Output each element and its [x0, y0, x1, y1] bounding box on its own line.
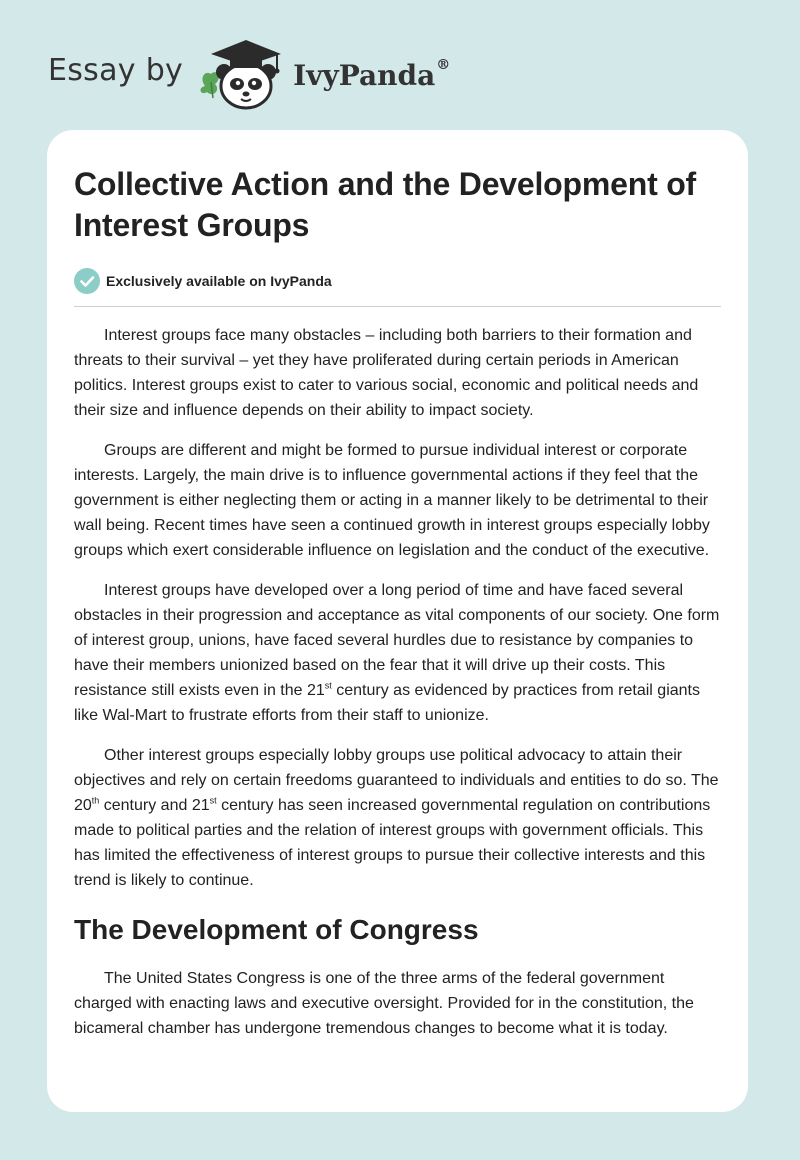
paragraph-text: Interest groups have developed over a long period of time and have faced several obstacles in their progression and acceptance as vital components of our society. One form of interest group, unions, have faced several hurdles due to resistance by companies to have their members unionized based on the fear that it will drive up their costs. This resistance still exists even in the 21 — [74, 582, 720, 699]
paragraph: Groups are different and might be formed to pursue individual interest or corporate interests. Largely, the main drive is to influence governmental actions if they feel that the government is either neglecting them or acting in a manner likely to be detrimental to their wall being. Recent times have seen a continued growth in interest groups especially lobby groups which exert considerable influence on legislation and the conduct of the executive. — [74, 442, 710, 559]
paragraph — [74, 578, 721, 728]
essay-body — [74, 323, 721, 1041]
check-circle-icon — [74, 268, 100, 294]
site-header — [48, 34, 450, 114]
page-title: Collective Action and the Development of Interest Groups — [74, 166, 697, 243]
check-svg — [74, 268, 100, 294]
ordinal-suffix: st — [324, 680, 332, 691]
registered-mark: ® — [436, 56, 451, 73]
divider — [74, 306, 721, 307]
paragraph — [74, 743, 721, 893]
exclusive-badge — [74, 268, 721, 294]
paragraph: The United States Congress is one of the three arms of the federal government charged with enacting laws and executive oversight. Provided for in the constitution, the bicameral chamber has undergone tremendous changes to become what it is today. — [74, 970, 694, 1037]
section-heading: The Development of Congress — [74, 914, 479, 945]
brand-text: IvyPanda — [293, 58, 436, 92]
panda-logo-svg — [197, 34, 289, 114]
badge-label: Exclusively available on IvyPanda — [106, 273, 332, 289]
paragraph-text: century as evidenced by practices from retail giants like Wal-Mart to frustrate efforts from their staff to unionize. — [74, 682, 700, 724]
brand-name[interactable] — [293, 56, 451, 92]
paragraph-text: century and 21 — [99, 797, 210, 814]
paragraph-text: Other interest groups especially lobby groups use political advocacy to attain their objectives and rely on certain freedoms guaranteed to individuals and entities to do so. The 20 — [74, 747, 719, 814]
ordinal-suffix: th — [91, 795, 100, 806]
essay-card — [47, 130, 748, 1112]
essay-by-label: Essay by — [48, 52, 184, 88]
paragraph: Interest groups face many obstacles – including both barriers to their formation and threats to their survival – yet they have proliferated during certain periods in American politics. Interest groups exist to cater to various social, economic and political needs and their size and influence depends on their ability to impact society. — [74, 327, 699, 419]
panda-graduate-icon[interactable] — [197, 34, 289, 114]
paragraph-text: century has seen increased governmental regulation on contributions made to political parties and the relation of interest groups with government officials. This has limited the effectiveness of interest groups to pursue their collective interests and this trend is likely to continue. — [74, 797, 711, 889]
ordinal-suffix: st — [209, 795, 217, 806]
